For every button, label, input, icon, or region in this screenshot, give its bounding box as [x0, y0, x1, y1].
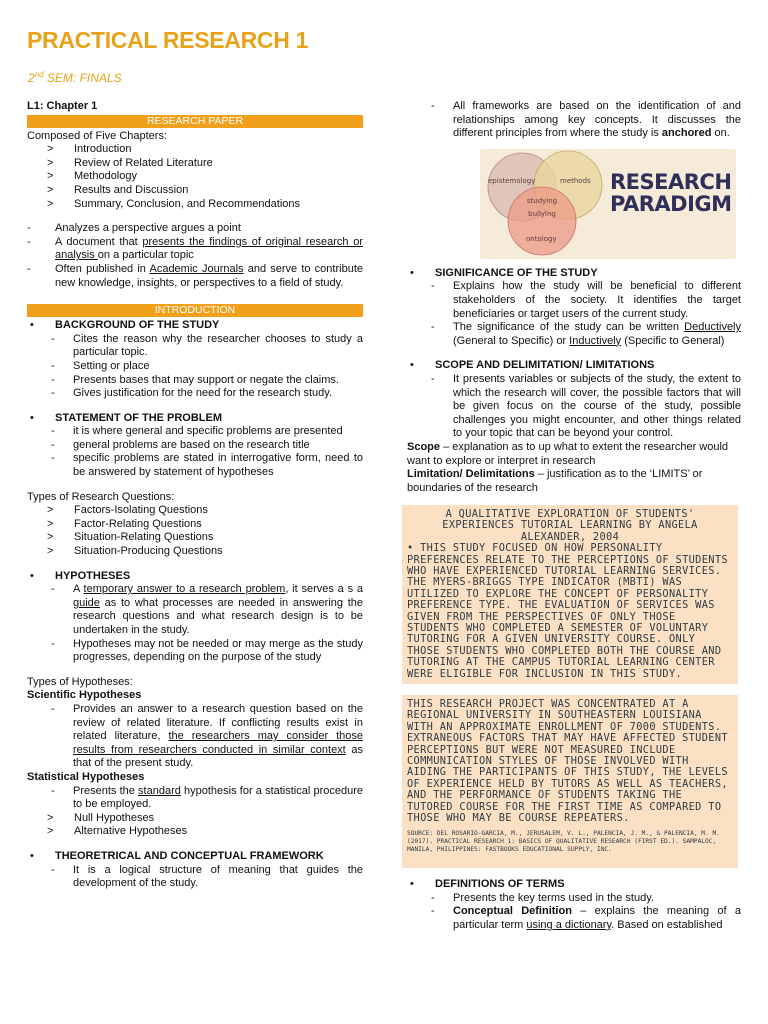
list-item: - Cites the reason why the researcher chooses to study a particular topic.	[27, 333, 363, 360]
bullet-icon: •	[407, 359, 414, 372]
chevron-icon: >	[47, 825, 54, 838]
dash-icon: -	[51, 637, 55, 650]
composed-label: Composed of Five Chapters:	[27, 129, 168, 142]
list-item: - Provides an answer to a research question based on the review of related literature. If conflicting results exist in related literature, the researchers may consider those results from researchers conducted in similar context as that of the present study.	[27, 703, 363, 771]
list-item: - Hypotheses may not be needed or may merge as the study progresses, depending on the purpose of the study	[27, 638, 363, 665]
list-item: - general problems are based on the research title	[27, 439, 363, 453]
dash-icon: -	[51, 359, 55, 372]
example-title: A QUALITATIVE EXPLORATION OF STUDENTS' EXPERIENCES TUTORIAL LEARNING BY ANGELA ALEXANDER, 2004	[442, 508, 698, 543]
list-item: > Methodology	[27, 170, 363, 184]
dash-icon: -	[51, 425, 55, 438]
chevron-icon: >	[47, 156, 54, 169]
section-heading: • SIGNIFICANCE OF THE STUDY	[407, 266, 598, 279]
list-item: - Often published in Academic Journals and serve to contribute new knowledge, insights, or perspectives to a field of study.	[27, 262, 363, 289]
example-box-1	[402, 505, 738, 684]
section-heading: • HYPOTHESES	[27, 569, 131, 582]
rq-heading: Types of Research Questions:	[27, 490, 175, 503]
list-item: > Alternative Hypotheses	[27, 825, 363, 839]
chevron-icon: >	[47, 183, 54, 196]
dash-icon: -	[431, 891, 435, 904]
paradigm-title: RESEARCH PARADIGM	[610, 169, 732, 216]
dash-icon: -	[27, 262, 31, 275]
list-item: - Presents bases that may support or negate the claims.	[27, 374, 363, 388]
list-item: > Results and Discussion	[27, 184, 363, 198]
section-heading: • STATEMENT OF THE PROBLEM	[27, 411, 223, 424]
dash-icon: -	[431, 100, 435, 112]
list-item: > Situation-Relating Questions	[27, 531, 363, 545]
dash-icon: -	[431, 905, 435, 918]
sci-heading: Scientific Hypotheses	[27, 689, 142, 702]
section-heading: • DEFINITIONS OF TERMS	[407, 878, 565, 890]
list-item: - Explains how the study will be beneficial to different stakeholders of the society. It identifies the target beneficiaries or target users of the current study.	[407, 280, 741, 321]
list-item: - Presents the key terms used in the study.	[407, 892, 741, 906]
bullet-icon: •	[407, 266, 414, 279]
dash-icon: -	[51, 583, 55, 596]
example-body: THIS RESEARCH PROJECT WAS CONCENTRATED AT A REGIONAL UNIVERSITY IN SOUTHEASTERN LOUISIANA WITH AN APPROXIMATE ENROLLMENT OF 7000 STUDENTS. EXTRANEOUS FACTORS THAT MAY HAVE AFFECTED STUDENT PERCEPTIONS BUT WERE NOT MEASURED INCLUDE COMMUNICATION STYLES OF THOSE INVOLVED WITH AIDING THE PARTICIPANTS OF THIS STUDY, THE LEVELS OF EXPERIENCE HELD BY TUTORS AS WELL AS TEACHERS, AND THE PERFORMANCE OF STUDENTS TAKING THE TUTORED COURSE FOR THE FIRST TIME AS COMPARED TO THOSE WHO MAY BE COURSE REPEATERS.	[407, 698, 728, 825]
chevron-icon: >	[47, 517, 54, 530]
list-item: - The significance of the study can be written Deductively (General to Specific) or Inductively (Specific to General)	[407, 321, 741, 348]
list-item: - it is where general and specific problems are presented	[27, 425, 363, 439]
dash-icon: -	[51, 332, 55, 345]
list-item: - Presents the standard hypothesis for a statistical procedure to be employed.	[27, 785, 363, 812]
dash-icon: -	[431, 372, 435, 385]
dash-icon: -	[51, 438, 55, 451]
section-bar-research-paper: RESEARCH PAPER	[27, 115, 363, 128]
dash-icon: -	[51, 784, 55, 797]
list-item: > Summary, Conclusion, and Recommendations	[27, 198, 363, 212]
left-column	[27, 100, 363, 891]
bullet-icon: •	[27, 411, 34, 424]
list-item: > Factors-Isolating Questions	[27, 504, 363, 518]
bullet-icon: •	[407, 878, 414, 890]
list-item: - A document that presents the findings of original research or analysis on a particular topic	[27, 235, 363, 262]
dash-icon: -	[431, 321, 435, 334]
example-body: • THIS STUDY FOCUSED ON HOW PERSONALITY PREFERENCES RELATE TO THE PERCEPTIONS OF STUDENTS WHO HAVE EXPERIENCED TUTORIAL LEARNING SERVICES. THE MYERS-BRIGGS TYPE INDICATOR (MBTI) WAS UTILIZED TO EXPLORE THE CONCEPT OF PERSONALITY PREFERENCE TYPE. THE EVALUATION OF SERVICES WAS GIVEN FROM THE PERSPECTIVES OF ONLY THOSE STUDENTS WHO COMPLETED A SEMESTER OF VOLUNTARY TUTORING FOR A GIVEN UNIVERSITY COURSE. ONLY THOSE STUDENTS WHO COMPLETED BOTH THE COURSE AND TUTORING AT THE CAMPUS TUTORIAL LEARNING CENTER WERE ELIGIBLE FOR INCLUSION IN THIS STUDY.	[407, 542, 728, 680]
stat-heading: Statistical Hypotheses	[27, 770, 145, 783]
section-heading: • SCOPE AND DELIMITATION/ LIMITATIONS	[407, 359, 655, 372]
section-heading: • THEORETRICAL AND CONCEPTUAL FRAMEWORK	[27, 849, 324, 862]
venn-label-ontology: ontology	[526, 234, 557, 243]
chevron-icon: >	[47, 811, 54, 824]
chevron-icon: >	[47, 143, 54, 156]
source-citation: SOURCE: DEL ROSARIO-GARCIA, M., JERUSALEM, V. L., PALENCIA, J. M., & PALENCIA, M. M. (2017). PRACTICAL RESEARCH 1: BASICS OF QUALITATIVE RESEARCH (FIRST ED.). SAMPALOC, MANILA, PHILIPPINES: FASTBOOKS EDUCATIONAL SUPPLY, INC.	[407, 830, 720, 854]
list-item: - Analyzes a perspective argues a point	[27, 222, 241, 235]
bullet-icon: •	[27, 569, 34, 582]
dash-icon: -	[27, 222, 31, 235]
list-item: > Introduction	[27, 143, 363, 157]
list-item: > Factor-Relating Questions	[27, 518, 363, 532]
chapter-label: L1: Chapter 1	[27, 100, 98, 112]
list-item: - Setting or place	[27, 360, 363, 374]
example-box-2	[402, 695, 738, 868]
scope-definition: Scope – explanation as to up what to extent the researcher would want to explore or interpret in research	[407, 440, 729, 467]
bullet-icon: •	[27, 849, 34, 862]
definitions-section	[407, 878, 741, 932]
research-paradigm-image	[480, 149, 736, 259]
dash-icon: -	[51, 702, 55, 715]
page-subtitle: 2nd SEM: FINALS	[28, 70, 122, 85]
list-item: - It is a logical structure of meaning that guides the development of the study.	[27, 864, 363, 891]
chevron-icon: >	[47, 197, 54, 210]
list-item: > Null Hypotheses	[27, 812, 363, 826]
list-item: - Gives justification for the need for the research study.	[27, 387, 363, 401]
list-item: - specific problems are stated in interrogative form, need to be answered by statement of hypotheses	[27, 452, 363, 479]
dash-icon: -	[51, 373, 55, 386]
page-title: PRACTICAL RESEARCH 1	[27, 27, 309, 53]
list-item: > Situation-Producing Questions	[27, 545, 363, 559]
section-bar-introduction: INTRODUCTION	[27, 304, 363, 317]
chevron-icon: >	[47, 504, 54, 517]
venn-label-methods: methods	[560, 176, 591, 185]
limitation-definition: Limitation/ Delimitations – justification as to the ‘LIMITS’ or boundaries of the research	[407, 468, 703, 494]
list-item: > Review of Related Literature	[27, 157, 363, 171]
list-item: - All frameworks are based on the identification of and relationships among key concepts. It discusses the different principles from where the study is anchored on.	[407, 100, 741, 141]
list-item: - Conceptual Definition – explains the meaning of a particular term using a dictionary. Based on established	[407, 905, 741, 932]
chevron-icon: >	[47, 170, 54, 183]
dash-icon: -	[431, 280, 435, 293]
chevron-icon: >	[47, 531, 54, 544]
dash-icon: -	[27, 235, 31, 248]
bullet-icon: •	[27, 319, 34, 332]
section-heading: • BACKGROUND OF THE STUDY	[27, 319, 220, 332]
toh-heading: Types of Hypotheses:	[27, 675, 133, 688]
venn-label-epistemology: epistemology	[488, 176, 536, 185]
list-item: - It presents variables or subjects of the study, the extent to which the research will cover, the possible factors that will be given focus on the course of the study, possible challenges you might encounter, and other things related to your topic that can be beyond your control.	[407, 373, 741, 441]
dash-icon: -	[51, 863, 55, 876]
dash-icon: -	[51, 387, 55, 400]
right-column	[407, 100, 741, 495]
chevron-icon: >	[47, 545, 54, 558]
venn-label-center: studying bullying	[526, 196, 558, 219]
list-item: - A temporary answer to a research problem, it serves a s a guide as to what processes are needed in answering the research questions and what research design is to be undertaken in the study.	[27, 583, 363, 637]
dash-icon: -	[51, 452, 55, 465]
